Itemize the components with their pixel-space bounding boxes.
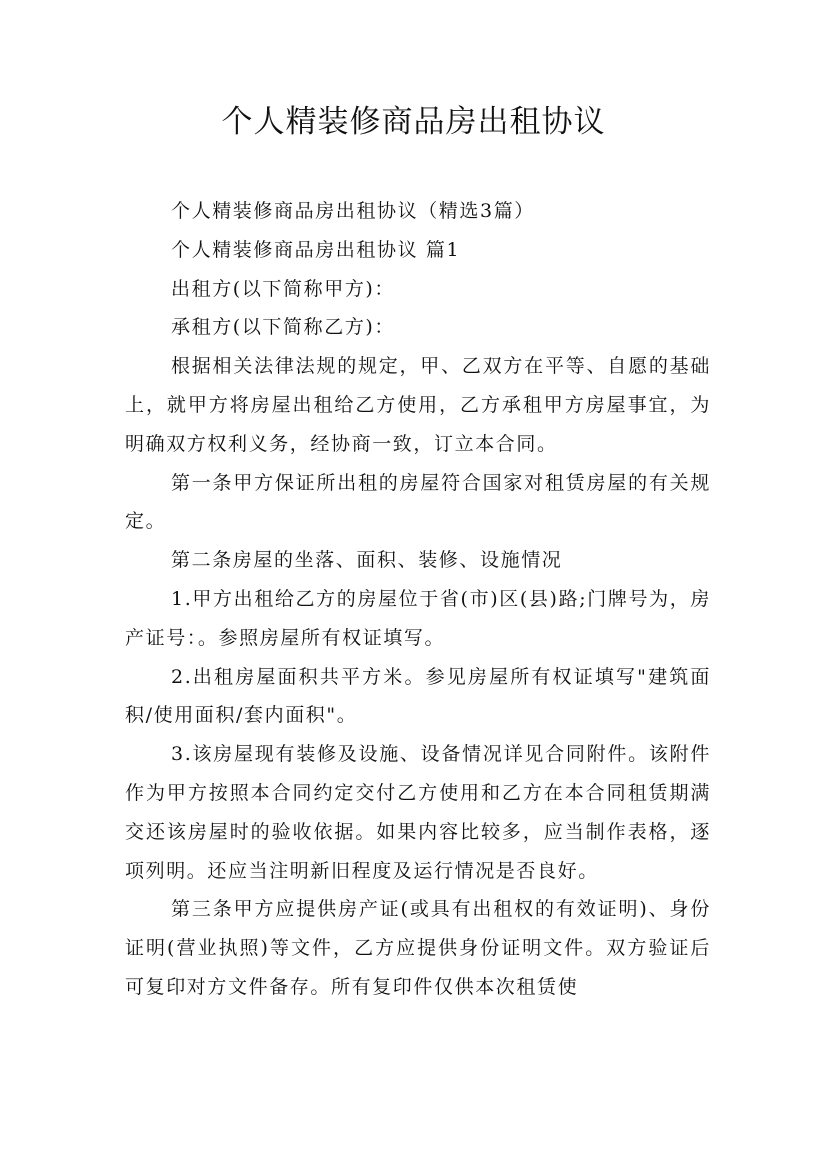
paragraph-lessee: 承租方(以下简称乙方)： [171, 316, 396, 339]
paragraph-preamble: 根据相关法律法规的规定，甲、乙双方在平等、自愿的基础上，就甲方将房屋出租给乙方使用，乙方承租甲方房屋事宜，为明确双方权利义务，经协商一致，订立本合同。 [125, 355, 711, 455]
paragraph-article-1: 第一条甲方保证所出租的房屋符合国家对租赁房屋的有关规定。 [125, 471, 711, 533]
paragraph-clause-1: 1.甲方出租给乙方的房屋位于省(市)区(县)路;门牌号为，房产证号：。参照房屋所有权证填写。 [125, 587, 711, 649]
document-body [125, 192, 711, 1007]
paragraph-subtitle: 个人精装修商品房出租协议（精选3篇） [171, 200, 535, 222]
paragraph-article-2: 第二条房屋的坐落、面积、装修、设施情况 [171, 549, 563, 572]
paragraph-clause-2: 2.出租房屋面积共平方米。参见房屋所有权证填写"建筑面积/使用面积/套内面积"。 [125, 665, 711, 727]
paragraph-clause-3: 3.该房屋现有装修及设施、设备情况详见合同附件。该附件作为甲方按照本合同约定交付乙方使用和乙方在本合同租赁期满交还该房屋时的验收依据。如果内容比较多，应当制作表格，逐项列明。还应当注明新旧程度及运行情况是否良好。 [125, 743, 711, 882]
paragraph-lessor: 出租方(以下简称甲方)： [171, 277, 396, 300]
paragraph-section-heading: 个人精装修商品房出租协议 篇1 [171, 238, 461, 261]
paragraph-article-3: 第三条甲方应提供房产证(或具有出租权的有效证明)、身份证明(营业执照)等文件，乙方应提供身份证明文件。双方验证后可复印对方文件备存。所有复印件仅供本次租赁使 [125, 898, 711, 998]
document-title: 个人精装修商品房出租协议 [221, 104, 606, 140]
